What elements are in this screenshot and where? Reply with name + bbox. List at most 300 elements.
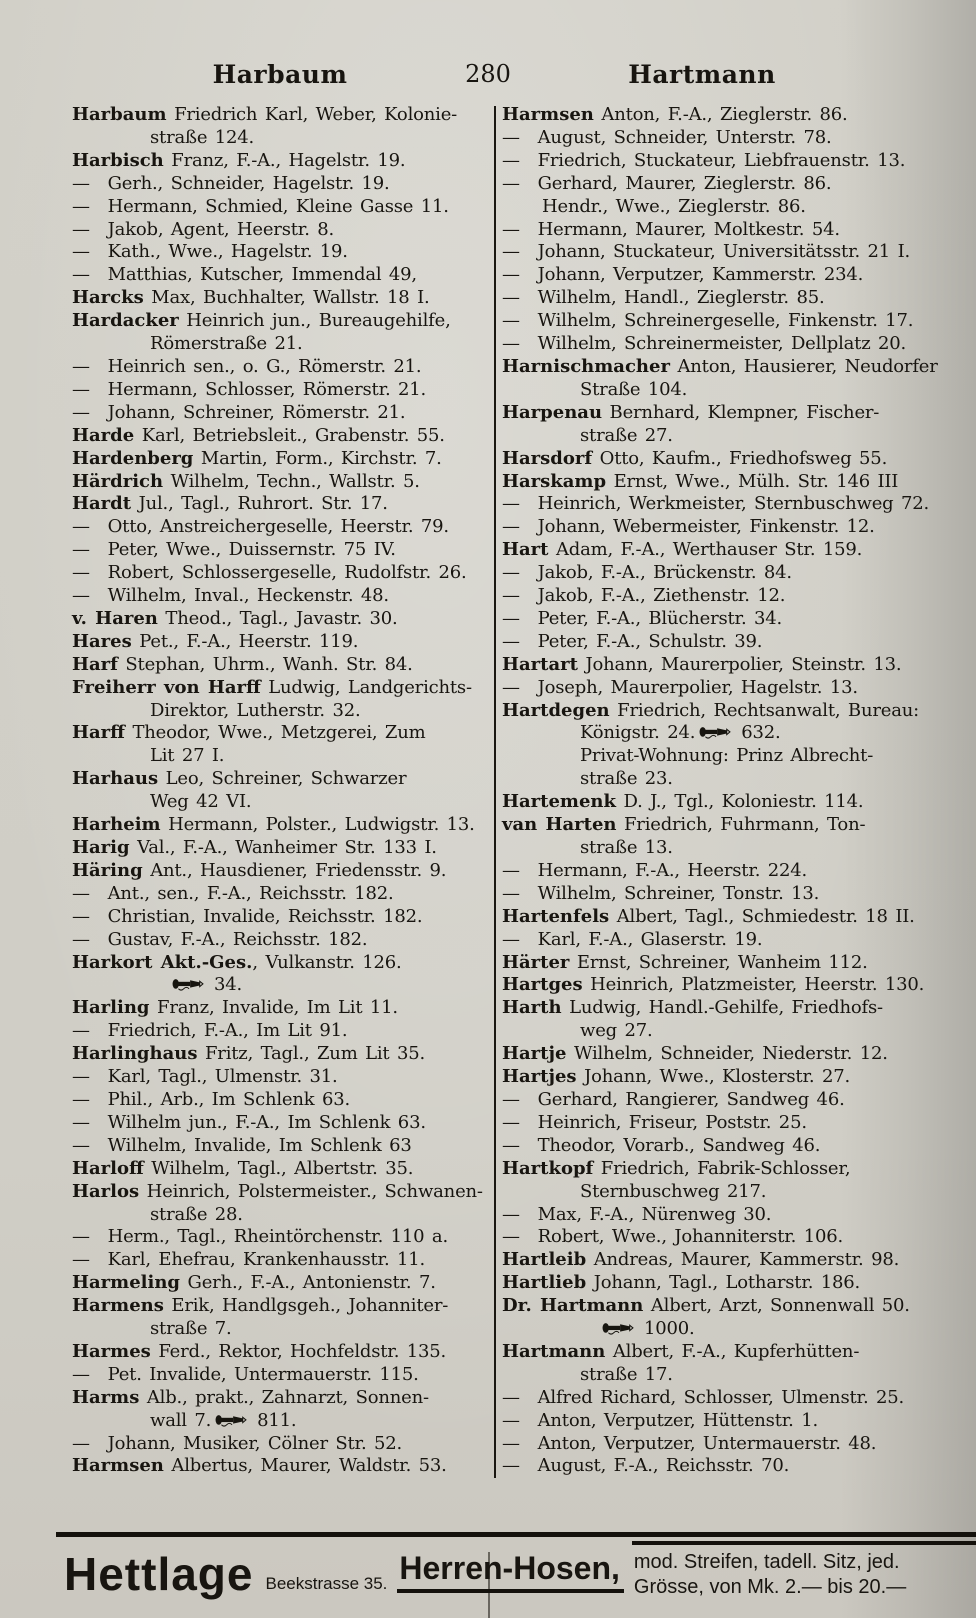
directory-line bbox=[502, 333, 950, 356]
entry-text: Heinrich, Polstermeister., Schwanen- bbox=[139, 1180, 483, 1202]
entry-surname: Hart bbox=[502, 539, 549, 561]
directory-line bbox=[72, 173, 492, 196]
entry-text: Friedrich, Rechtsanwalt, Bureau: bbox=[609, 699, 919, 721]
directory-line bbox=[72, 425, 492, 448]
entry-text: — Hermann, Schlosser, Römerstr. 21. bbox=[72, 378, 427, 400]
entry-text: straße 7. bbox=[150, 1318, 232, 1340]
entry-surname: Harnischmacher bbox=[502, 355, 670, 377]
phone-icon bbox=[602, 1319, 634, 1342]
page-header bbox=[0, 60, 976, 94]
directory-line bbox=[502, 952, 950, 975]
directory-line bbox=[72, 631, 492, 654]
directory-line bbox=[502, 562, 950, 585]
entry-text: — Hermann, Schmied, Kleine Gasse 11. bbox=[72, 195, 449, 217]
directory-line bbox=[502, 104, 950, 127]
directory-line bbox=[72, 241, 492, 264]
entry-surname: Hares bbox=[72, 630, 132, 652]
ad-description-line1: mod. Streifen, tadell. Sitz, jed. bbox=[633, 1551, 900, 1573]
directory-line bbox=[502, 448, 950, 471]
entry-text: — Heinrich, Werkmeister, Sternbuschweg 72. bbox=[502, 493, 930, 515]
directory-line bbox=[502, 539, 950, 562]
entry-text: Andreas, Maurer, Kammerstr. 98. bbox=[586, 1249, 900, 1271]
directory-line bbox=[72, 860, 492, 883]
directory-line bbox=[502, 1112, 950, 1135]
directory-line bbox=[72, 1410, 492, 1433]
entry-text: — August, Schneider, Unterstr. 78. bbox=[502, 126, 832, 148]
entry-text: Straße 104. bbox=[580, 378, 688, 400]
directory-line bbox=[72, 471, 492, 494]
entry-text: Stephan, Uhrm., Wanh. Str. 84. bbox=[117, 653, 413, 675]
directory-line bbox=[72, 219, 492, 242]
directory-line bbox=[502, 1226, 950, 1249]
entry-text: straße 124. bbox=[150, 126, 255, 148]
entry-surname: Harlinghaus bbox=[72, 1043, 198, 1065]
entry-surname: Hartmann bbox=[502, 1340, 606, 1362]
directory-line bbox=[502, 1066, 950, 1089]
entry-text: — Karl, F.-A., Glaserstr. 19. bbox=[502, 928, 763, 950]
entry-text: — August, F.-A., Reichsstr. 70. bbox=[502, 1455, 790, 1477]
entry-text: Johann, Maurerpolier, Steinstr. 13. bbox=[577, 653, 902, 675]
ad-description-line2: Grösse, von Mk. 2.— bis 20.— bbox=[633, 1576, 907, 1598]
directory-line bbox=[502, 631, 950, 654]
entry-text: — Jakob, F.-A., Brückenstr. 84. bbox=[502, 562, 792, 584]
directory-line bbox=[502, 585, 950, 608]
entry-surname: Hartkopf bbox=[502, 1157, 594, 1179]
directory-line bbox=[502, 768, 950, 791]
entry-surname: Hardenberg bbox=[72, 447, 194, 469]
entry-text: Friedrich, Fuhrmann, Ton- bbox=[616, 814, 866, 836]
directory-line bbox=[502, 1433, 950, 1456]
directory-line bbox=[502, 127, 950, 150]
directory-line bbox=[502, 1341, 950, 1364]
entry-text: Albert, Arzt, Sonnenwall 50. bbox=[643, 1295, 910, 1317]
column-left bbox=[72, 104, 492, 1478]
entry-text: — Friedrich, Stuckateur, Liebfrauenstr. 13. bbox=[502, 149, 906, 171]
phone-number: 632. bbox=[741, 722, 781, 744]
directory-line bbox=[502, 1043, 950, 1066]
entry-surname: Harlos bbox=[72, 1180, 140, 1202]
entry-text: — Gerhard, Maurer, Zieglerstr. 86. bbox=[502, 172, 832, 194]
directory-line bbox=[502, 425, 950, 448]
directory-line bbox=[72, 1158, 492, 1181]
entry-text: Lit 27 I. bbox=[150, 745, 225, 767]
directory-line bbox=[72, 287, 492, 310]
entry-text: straße 13. bbox=[580, 837, 673, 858]
entry-surname: Harpenau bbox=[502, 401, 603, 423]
entry-surname: Harbisch bbox=[72, 149, 164, 171]
directory-line bbox=[502, 700, 950, 723]
entry-text: — Phil., Arb., Im Schlenk 63. bbox=[72, 1088, 351, 1110]
directory-line bbox=[502, 219, 950, 242]
directory-line bbox=[502, 1204, 950, 1227]
entry-surname: Hartleib bbox=[502, 1249, 587, 1271]
entry-text: Adam, F.-A., Werthauser Str. 159. bbox=[548, 539, 863, 561]
directory-line bbox=[72, 1249, 492, 1272]
entry-text: Ernst, Wwe., Mülh. Str. 146 III bbox=[606, 470, 899, 492]
entry-text: — Herm., Tagl., Rheintörchenstr. 110 a. bbox=[72, 1226, 448, 1248]
directory-line bbox=[72, 677, 492, 700]
entry-surname: Harig bbox=[72, 837, 130, 858]
entry-text: — Robert, Wwe., Johanniterstr. 106. bbox=[502, 1226, 844, 1248]
directory-line bbox=[72, 814, 492, 837]
phone-number: 34. bbox=[214, 974, 243, 996]
entry-surname: Hartdegen bbox=[502, 699, 610, 721]
directory-line bbox=[72, 104, 492, 127]
directory-line bbox=[72, 974, 492, 997]
entry-text: Ferd., Rektor, Hochfeldstr. 135. bbox=[150, 1340, 447, 1362]
entry-surname: Hardt bbox=[72, 493, 132, 515]
entry-text: — Johann, Stuckateur, Universitätsstr. 21 I. bbox=[502, 241, 911, 263]
entry-text: Ernst, Schreiner, Wanheim 112. bbox=[569, 951, 868, 973]
directory-line bbox=[502, 287, 950, 310]
directory-line bbox=[502, 974, 950, 997]
entry-text: Val., F.-A., Wanheimer Str. 133 I. bbox=[129, 837, 437, 858]
entry-text: — Wilhelm, Inval., Heckenstr. 48. bbox=[72, 585, 389, 607]
directory-line bbox=[72, 379, 492, 402]
entry-text: — Peter, F.-A., Blücherstr. 34. bbox=[502, 607, 783, 629]
directory-line bbox=[502, 997, 950, 1020]
directory-line bbox=[72, 562, 492, 585]
directory-line bbox=[72, 196, 492, 219]
directory-line bbox=[72, 264, 492, 287]
entry-text: straße 27. bbox=[580, 424, 673, 446]
directory-line bbox=[72, 1020, 492, 1043]
entry-text: — Christian, Invalide, Reichsstr. 182. bbox=[72, 905, 423, 927]
guide-word-left: Harbaum bbox=[212, 60, 348, 89]
directory-line bbox=[72, 1455, 492, 1478]
entry-text: — Wilhelm, Handl., Zieglerstr. 85. bbox=[502, 287, 825, 309]
entry-text: Ludwig, Handl.-Gehilfe, Friedhofs- bbox=[561, 997, 883, 1019]
entry-text: D. J., Tgl., Koloniestr. 114. bbox=[615, 791, 864, 813]
entry-text: — Johann, Schreiner, Römerstr. 21. bbox=[72, 401, 406, 423]
entry-surname: Harmsen bbox=[502, 104, 594, 125]
entry-text: Königstr. 24. bbox=[580, 722, 696, 744]
footer-advertisement bbox=[64, 1548, 968, 1600]
entry-surname: Freiherr von Harff bbox=[72, 676, 261, 698]
entry-text: Gerh., F.-A., Antonienstr. 7. bbox=[180, 1272, 436, 1294]
entry-text: — Max, F.-A., Nürenweg 30. bbox=[502, 1203, 772, 1225]
directory-line bbox=[72, 1043, 492, 1066]
entry-text: Ant., Hausdiener, Friedensstr. 9. bbox=[142, 859, 447, 881]
entry-text: Leo, Schreiner, Schwarzer bbox=[158, 768, 407, 790]
phone-number: 1000. bbox=[644, 1318, 695, 1340]
entry-text: Direktor, Lutherstr. 32. bbox=[150, 699, 361, 721]
entry-text: straße 23. bbox=[580, 768, 673, 790]
entry-surname: Harcks bbox=[72, 287, 144, 309]
directory-line bbox=[72, 1433, 492, 1456]
entry-text: Hermann, Polster., Ludwigstr. 13. bbox=[160, 814, 475, 836]
entry-text: Albert, Tagl., Schmiedestr. 18 II. bbox=[609, 905, 915, 927]
directory-line bbox=[72, 608, 492, 631]
entry-text: — Jakob, Agent, Heerstr. 8. bbox=[72, 218, 335, 240]
directory-line bbox=[72, 906, 492, 929]
entry-text: — Gustav, F.-A., Reichsstr. 182. bbox=[72, 928, 368, 950]
entry-surname: Harkort Akt.-Ges. bbox=[72, 951, 253, 973]
directory-line bbox=[72, 127, 492, 150]
entry-text: Wilhelm, Tagl., Albertstr. 35. bbox=[143, 1157, 414, 1179]
directory-line bbox=[502, 1089, 950, 1112]
entry-text: Ludwig, Landgerichts- bbox=[260, 676, 472, 698]
entry-text: Albert, F.-A., Kupferhütten- bbox=[605, 1340, 860, 1362]
footer-rule-right bbox=[632, 1541, 976, 1545]
entry-text: — Wilhelm jun., F.-A., Im Schlenk 63. bbox=[72, 1111, 426, 1133]
directory-line bbox=[72, 402, 492, 425]
directory-line bbox=[502, 1158, 950, 1181]
directory-line bbox=[72, 997, 492, 1020]
directory-line bbox=[502, 814, 950, 837]
entry-text: wall 7. bbox=[150, 1409, 212, 1431]
directory-line bbox=[72, 952, 492, 975]
entry-text: Franz, Invalide, Im Lit 11. bbox=[149, 997, 398, 1019]
entry-surname: Harth bbox=[502, 997, 562, 1019]
entry-surname: Häring bbox=[72, 859, 143, 881]
entry-text: Bernhard, Klempner, Fischer- bbox=[602, 401, 880, 423]
entry-text: — Friedrich, F.-A., Im Lit 91. bbox=[72, 1020, 348, 1042]
directory-columns bbox=[72, 104, 950, 1478]
directory-line bbox=[502, 1364, 950, 1387]
directory-line bbox=[72, 1181, 492, 1204]
entry-text: Martin, Form., Kirchstr. 7. bbox=[193, 447, 442, 469]
ad-address: Beekstrasse 35. bbox=[265, 1574, 388, 1593]
directory-line bbox=[72, 1341, 492, 1364]
directory-line bbox=[502, 860, 950, 883]
entry-text: Theod., Tagl., Javastr. 30. bbox=[157, 607, 398, 629]
entry-text: Theodor, Wwe., Metzgerei, Zum bbox=[124, 722, 426, 744]
entry-text: Anton, Hausierer, Neudorfer bbox=[669, 355, 938, 377]
entry-surname: Hartemenk bbox=[502, 791, 616, 813]
directory-line bbox=[72, 1295, 492, 1318]
entry-text: straße 17. bbox=[580, 1363, 673, 1385]
entry-surname: Hartje bbox=[502, 1043, 567, 1065]
entry-text: — Heinrich sen., o. G., Römerstr. 21. bbox=[72, 355, 422, 377]
directory-line bbox=[72, 929, 492, 952]
entry-text: — Johann, Musiker, Cölner Str. 52. bbox=[72, 1432, 403, 1454]
entry-text: — Joseph, Maurerpolier, Hagelstr. 13. bbox=[502, 676, 858, 698]
entry-text: Friedrich Karl, Weber, Kolonie- bbox=[166, 104, 458, 125]
directory-line bbox=[502, 1249, 950, 1272]
entry-text: — Theodor, Vorarb., Sandweg 46. bbox=[502, 1134, 821, 1156]
entry-surname: Harling bbox=[72, 997, 150, 1019]
entry-text: Karl, Betriebsleit., Grabenstr. 55. bbox=[134, 424, 445, 446]
directory-line bbox=[502, 677, 950, 700]
entry-text: — Otto, Anstreichergeselle, Heerstr. 79. bbox=[72, 516, 449, 538]
directory-line bbox=[72, 1318, 492, 1341]
directory-line bbox=[72, 333, 492, 356]
entry-text: Römerstraße 21. bbox=[150, 333, 303, 355]
entry-text: — Wilhelm, Schreinergeselle, Finkenstr. 17. bbox=[502, 310, 914, 332]
entry-surname: v. Haren bbox=[72, 607, 158, 629]
directory-line bbox=[502, 1181, 950, 1204]
entry-text: — Peter, Wwe., Duissernstr. 75 IV. bbox=[72, 539, 396, 561]
entry-surname: Härter bbox=[502, 951, 570, 973]
phone-icon bbox=[699, 723, 731, 746]
entry-text: — Hermann, Maurer, Moltkestr. 54. bbox=[502, 218, 840, 240]
ad-product: Herren-Hosen, bbox=[397, 1548, 624, 1593]
column-right bbox=[502, 104, 950, 1478]
directory-line bbox=[72, 310, 492, 333]
directory-line bbox=[72, 585, 492, 608]
guide-word-right: Hartmann bbox=[628, 60, 776, 89]
entry-text: — Jakob, F.-A., Ziethenstr. 12. bbox=[502, 585, 786, 607]
entry-surname: Harde bbox=[72, 424, 135, 446]
entry-text: — Johann, Webermeister, Finkenstr. 12. bbox=[502, 516, 875, 538]
directory-line bbox=[72, 1089, 492, 1112]
entry-text: — Matthias, Kutscher, Immendal 49, bbox=[72, 264, 417, 286]
entry-text: — Peter, F.-A., Schulstr. 39. bbox=[502, 630, 763, 652]
directory-line bbox=[72, 722, 492, 745]
entry-surname: Harmens bbox=[72, 1295, 164, 1317]
entry-surname: Harff bbox=[72, 722, 125, 744]
directory-line bbox=[502, 310, 950, 333]
entry-surname: Härdrich bbox=[72, 470, 164, 492]
entry-text: Wilhelm, Schneider, Niederstr. 12. bbox=[566, 1043, 888, 1065]
entry-surname: Dr. Hartmann bbox=[502, 1295, 644, 1317]
entry-surname: Hardacker bbox=[72, 310, 179, 332]
directory-line bbox=[502, 356, 950, 379]
entry-text: Franz, F.-A., Hagelstr. 19. bbox=[163, 149, 406, 171]
directory-line bbox=[502, 929, 950, 952]
directory-line bbox=[72, 654, 492, 677]
entry-surname: Hartges bbox=[502, 974, 583, 996]
entry-surname: Hartjes bbox=[502, 1066, 577, 1088]
directory-line bbox=[502, 471, 950, 494]
ad-brand: Hettlage bbox=[64, 1548, 254, 1600]
directory-line bbox=[72, 791, 492, 814]
entry-surname: van Harten bbox=[502, 814, 617, 836]
directory-line bbox=[72, 493, 492, 516]
entry-text: Pet., F.-A., Heerstr. 119. bbox=[131, 630, 359, 652]
entry-surname: Harms bbox=[72, 1386, 140, 1408]
entry-text: Friedrich, Fabrik-Schlosser, bbox=[593, 1157, 851, 1179]
entry-text: — Wilhelm, Schreinermeister, Dellplatz 20. bbox=[502, 333, 907, 355]
directory-line bbox=[502, 608, 950, 631]
directory-line bbox=[72, 768, 492, 791]
directory-line bbox=[72, 1112, 492, 1135]
entry-text: Anton, F.-A., Zieglerstr. 86. bbox=[593, 104, 848, 125]
directory-line bbox=[502, 402, 950, 425]
directory-line bbox=[502, 1272, 950, 1295]
directory-line bbox=[502, 1455, 950, 1478]
entry-surname: Harmsen bbox=[72, 1455, 164, 1477]
directory-line bbox=[72, 1272, 492, 1295]
directory-line bbox=[72, 1204, 492, 1227]
entry-text: , Vulkanstr. 126. bbox=[252, 951, 402, 973]
entry-text: Heinrich, Platzmeister, Heerstr. 130. bbox=[582, 974, 925, 996]
entry-text: — Gerh., Schneider, Hagelstr. 19. bbox=[72, 172, 390, 194]
phone-icon bbox=[172, 975, 204, 998]
directory-line bbox=[72, 356, 492, 379]
entry-text: — Gerhard, Rangierer, Sandweg 46. bbox=[502, 1088, 845, 1110]
entry-text: — Hermann, F.-A., Heerstr. 224. bbox=[502, 859, 808, 881]
entry-text: — Pet. Invalide, Untermauerstr. 115. bbox=[72, 1363, 419, 1385]
entry-text: Max, Buchhalter, Wallstr. 18 I. bbox=[143, 287, 430, 309]
entry-text: — Karl, Tagl., Ulmenstr. 31. bbox=[72, 1066, 338, 1088]
directory-line bbox=[502, 493, 950, 516]
directory-line bbox=[72, 1066, 492, 1089]
directory-line bbox=[502, 791, 950, 814]
entry-text: — Wilhelm, Invalide, Im Schlenk 63 bbox=[72, 1134, 412, 1156]
directory-line bbox=[502, 883, 950, 906]
directory-line bbox=[502, 264, 950, 287]
directory-line bbox=[72, 516, 492, 539]
entry-text: Weg 42 VI. bbox=[150, 791, 252, 813]
directory-line bbox=[72, 700, 492, 723]
entry-text: Sternbuschweg 217. bbox=[580, 1180, 767, 1202]
directory-line bbox=[502, 196, 950, 219]
entry-text: Albertus, Maurer, Waldstr. 53. bbox=[163, 1455, 447, 1477]
ad-description bbox=[634, 1550, 906, 1600]
entry-text: — Karl, Ehefrau, Krankenhausstr. 11. bbox=[72, 1249, 426, 1271]
directory-line bbox=[72, 837, 492, 860]
entry-text: — Robert, Schlossergeselle, Rudolfstr. 26. bbox=[72, 562, 467, 584]
entry-text: Erik, Handlgsgeh., Johanniter- bbox=[163, 1295, 449, 1317]
directory-line bbox=[502, 906, 950, 929]
directory-line bbox=[72, 1226, 492, 1249]
directory-line bbox=[502, 1387, 950, 1410]
directory-line bbox=[72, 150, 492, 173]
entry-text: Otto, Kaufm., Friedhofsweg 55. bbox=[592, 447, 888, 469]
entry-text: Heinrich jun., Bureaugehilfe, bbox=[178, 310, 451, 332]
directory-line bbox=[502, 516, 950, 539]
entry-surname: Hartart bbox=[502, 653, 578, 675]
entry-text: Wilhelm, Techn., Wallstr. 5. bbox=[163, 470, 420, 492]
entry-surname: Hartlieb bbox=[502, 1272, 587, 1294]
page-number: 280 bbox=[465, 60, 511, 88]
directory-line bbox=[502, 1135, 950, 1158]
entry-surname: Harheim bbox=[72, 814, 161, 836]
entry-text: Fritz, Tagl., Zum Lit 35. bbox=[197, 1043, 425, 1065]
directory-line bbox=[502, 1020, 950, 1043]
entry-surname: Harmes bbox=[72, 1340, 151, 1362]
entry-text: — Kath., Wwe., Hagelstr. 19. bbox=[72, 241, 348, 263]
entry-surname: Hartenfels bbox=[502, 905, 610, 927]
entry-text: weg 27. bbox=[580, 1020, 653, 1042]
directory-line bbox=[72, 1387, 492, 1410]
directory-line bbox=[72, 1135, 492, 1158]
entry-text: Johann, Wwe., Klosterstr. 27. bbox=[576, 1066, 850, 1088]
entry-text: Hendr., Wwe., Zieglerstr. 86. bbox=[542, 195, 806, 217]
entry-surname: Harf bbox=[72, 653, 118, 675]
directory-line bbox=[72, 448, 492, 471]
directory-line bbox=[502, 173, 950, 196]
directory-line bbox=[502, 150, 950, 173]
entry-text: Jul., Tagl., Ruhrort. Str. 17. bbox=[131, 493, 388, 515]
directory-line bbox=[502, 745, 950, 768]
entry-text: — Wilhelm, Schreiner, Tonstr. 13. bbox=[502, 882, 820, 904]
directory-line bbox=[72, 1364, 492, 1387]
entry-text: Alb., prakt., Zahnarzt, Sonnen- bbox=[139, 1386, 429, 1408]
directory-line bbox=[502, 837, 950, 860]
entry-surname: Harloff bbox=[72, 1157, 144, 1179]
phone-icon bbox=[215, 1411, 247, 1434]
entry-text: — Anton, Verputzer, Untermauerstr. 48. bbox=[502, 1432, 877, 1454]
entry-surname: Harskamp bbox=[502, 470, 607, 492]
entry-surname: Harmeling bbox=[72, 1272, 180, 1294]
entry-text: — Heinrich, Friseur, Poststr. 25. bbox=[502, 1111, 807, 1133]
directory-line bbox=[502, 654, 950, 677]
entry-text: Johann, Tagl., Lotharstr. 186. bbox=[586, 1272, 861, 1294]
directory-line bbox=[502, 1318, 950, 1341]
directory-line bbox=[502, 379, 950, 402]
directory-line bbox=[502, 1295, 950, 1318]
entry-surname: Harsdorf bbox=[502, 447, 593, 469]
directory-line bbox=[502, 722, 950, 745]
entry-text: — Alfred Richard, Schlosser, Ulmenstr. 25. bbox=[502, 1386, 905, 1408]
directory-line bbox=[502, 241, 950, 264]
entry-text: — Ant., sen., F.-A., Reichsstr. 182. bbox=[72, 882, 394, 904]
entry-surname: Harbaum bbox=[72, 104, 167, 125]
directory-line bbox=[72, 745, 492, 768]
